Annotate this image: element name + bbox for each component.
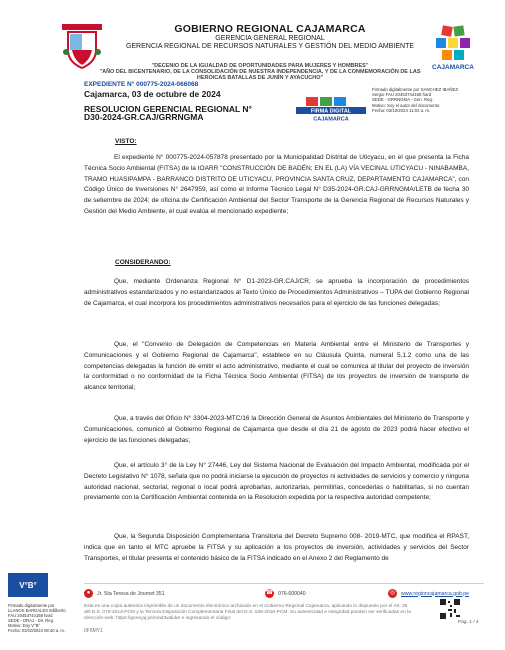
address-text: Jr. Sta Teresa de Journet 351 <box>97 590 165 597</box>
signature-line: Fecha: 03/10/2024 11:02 a. m. <box>372 107 431 113</box>
footer-sig-line: SEDE - DRAJ - Dir. Reg. <box>8 618 55 623</box>
paragraph-block-4 <box>84 461 469 504</box>
footer-divider <box>84 583 484 584</box>
place-date: Cajamarca, 03 de octubre de 2024 <box>84 89 221 99</box>
phone-text: 076-600040 <box>278 590 306 597</box>
signature-badge-bottom: CAJAMARCA <box>313 116 349 122</box>
footer-address <box>84 589 165 598</box>
expediente-number: EXPEDIENTE N° 000775-2024-066068 <box>84 81 199 88</box>
org-subtitle-2: GERENCIA REGIONAL DE RECURSOS NATURALES Y GESTIÓN DEL MEDIO AMBIENTE <box>125 43 415 50</box>
footer-web[interactable] <box>388 589 469 598</box>
svg-text:V°B°: V°B° <box>19 581 37 590</box>
digital-signature-text <box>372 87 482 113</box>
verification-code: 0F8MY1 <box>84 628 103 634</box>
org-name: GOBIERNO REGIONAL CAJAMARCA <box>174 23 366 35</box>
paragraph: Que, la Segunda Disposición Complementaria Transitoria del Decreto Supremo 008- 2019-MTC, que modifica el RPAST, indica que en tanto el MTC apruebe la FITSA y su aplicación a los proyectos de inversión, actividades y servicios del Sector Transportes, el titular presenta el contenido básico de la FITSA indicado en el Anexo 2 del Reglamento de <box>84 533 469 562</box>
globe-icon: ◎ <box>389 590 396 596</box>
slogan-1: "DECENIO DE LA IGUALDAD DE OPORTUNIDADES PARA MUJERES Y HOMBRES" <box>151 63 369 69</box>
regional-logo-icon <box>428 24 478 64</box>
footer-signature-text <box>8 603 70 633</box>
footer-phone <box>265 589 306 598</box>
footer-sig-line: LLANOS BARDALES Edilberto <box>8 608 66 613</box>
org-subtitle <box>120 35 420 51</box>
footer-sig-line: Fecha: 03/10/2024 08:40 a. m. <box>8 628 66 633</box>
paragraph: Que, el "Convenio de Delegación de Competencias en Materia Ambiental entre el Ministerio de Transportes y Comunicaciones y el Gobierno Regional de Cajamarca", establece en su Cláusula Quinta, numeral 5.1.2 como una de las competencias delegadas la función de emitir el acto administrativo, mediante el cual se comunica al titular del proyecto de inversión la conformidad o no conformidad de la Ficha Técnica Socio Ambiental (FITSA) de los proyectos de inversión de transporte de alcance territorial; <box>84 341 469 392</box>
visto-heading: VISTO: <box>115 138 137 145</box>
paragraph-block-2 <box>84 340 469 394</box>
visto-paragraph <box>84 153 469 218</box>
signature-line: Firmado digitalmente por SANCHEZ IBAÑEZ <box>372 87 458 92</box>
footer-sig-line: Firmado digitalmente por <box>8 603 55 608</box>
signature-line: Sergio FAU 20453744168 hard <box>372 92 432 98</box>
vb-signature-stamp <box>8 573 48 597</box>
paragraph-block-5 <box>84 532 469 564</box>
location-icon: ● <box>84 589 93 598</box>
footer-disclaimer: Esta es una copia auténtica imprimible de un documento electrónico archivado en el Gobierno Regional Cajamarca, aplicando lo dispuesto por el Art. 25 del D.S. 070-2013-PCM y la Tercera Disposición Complementaria Final del D.S. 026-2016-PCM. Su autenticidad e integridad pueden ser verificadas en la dirección web: https://goreçaj.pe/mad3validar e ingresando el código: <box>84 604 411 622</box>
regional-logo-text: CAJAMARCA <box>432 64 474 71</box>
signature-line: SEDE - GRRNGMA - Gen. Reg. <box>372 97 434 103</box>
footer-sig-line: Motivo: Doy V°B° <box>8 623 41 628</box>
paragraph: Que, a través del Oficio N° 3304-2023-MTC/16 la Dirección General de Asuntos Ambientales del Ministerio de Transporte y Comunicaciones, comunicó al Gobierno Regional de Cajamarca que desde el día 21 de agosto de 2023 podrá hacer efectivo el ejercicio de las funciones delegadas; <box>84 415 469 444</box>
considerando-heading: CONSIDERANDO: <box>115 259 171 266</box>
phone-icon: ☎ <box>265 590 274 596</box>
footer-sig-line: FAU 20453744168 hard <box>8 613 53 618</box>
page-number: Pág. 1 / 4 <box>458 620 479 625</box>
digital-signature-badge <box>296 96 366 122</box>
paragraph-block-3 <box>84 414 469 446</box>
signature-badge-top: FIRMA DIGITAL <box>310 108 352 115</box>
resolution-title: RESOLUCION GERENCIAL REGIONAL N° D30-2024-GR.CAJ/GRRNGMA <box>84 104 252 122</box>
slogans <box>95 63 425 82</box>
slogan-2: "AÑO DEL BICENTENARIO, DE LA CONSOLIDACIÓN DE NUESTRA INDEPENDENCIA, Y DE LA CONMEMORACIÓN DE LAS HEROICAS BATALLAS DE JUNÍN Y AYACUCHO" <box>99 69 421 82</box>
paragraph: Que, mediante Ordenanza Regional N° D1-2023-GR.CAJ/CR, se aprueba la incorporación de procedimientos administrativos estandarizados y no estandarizados al Texto Único de Procedimientos Administrativos – TUPA del Gobierno Regional de Cajamarca, el cual incorpora los procedimientos administrativos necesarios para el ejercicio de las funciones delegadas; <box>84 278 469 307</box>
website-link[interactable]: www.regioncajamarca.gob.pe <box>401 590 470 597</box>
signature-line: Motivo: Soy el autor del documento <box>372 102 440 108</box>
paragraph-block-1 <box>84 277 469 309</box>
org-subtitle-1: GERENCIA GENERAL REGIONAL <box>215 35 325 42</box>
paragraph: Que, el artículo 3° de la Ley N° 27446, Ley del Sistema Nacional de Evaluación del Impacto Ambiental, modificada por el Decreto Legislativo N° 1078, señala que no podrá iniciarse la ejecución de proyectos ni actividades de servicios y comercio y ninguna autoridad nacional, sectorial, regional o local podrá aprobarlas, autorizarlas, permitirlas, concederlas o habilitarlas, si no cuentan previamente con la Certificación Ambiental contenida en la Resolución expedida por la respectiva autoridad competente; <box>84 462 469 502</box>
qr-code-icon <box>440 599 460 619</box>
paragraph: El expediente N° 000775-2024-057878 presentado por la Municipalidad Distrital de Uticyacu, en el que presenta la Ficha Técnica Socio Ambiental (FITSA) de la IOARR "CONSTRUCCIÓN DE BADÉN; EN EL (LA) VÍA VECINAL UTICYACU - NINABAMBA, TRAMO HUASIPAMPA - BARRANCO DISTRITO DE UTICYACU, PROVINCIA SANTA CRUZ, DEPARTAMENTO CAJAMARCA", con Código Único de Inversiones N° 2647959, así como el Informe Técnico Legal N° D35-2024-GR.CAJ-GRRNGMA/LETB de fecha 30 de setiembre de 2024; de oficina de Certificación Ambiental del Sector Transporte de la Gerencia Regional de Recursos Naturales y Gestión del Medio Ambiente, el cual evalúa el mencionado expediente; <box>84 154 469 215</box>
